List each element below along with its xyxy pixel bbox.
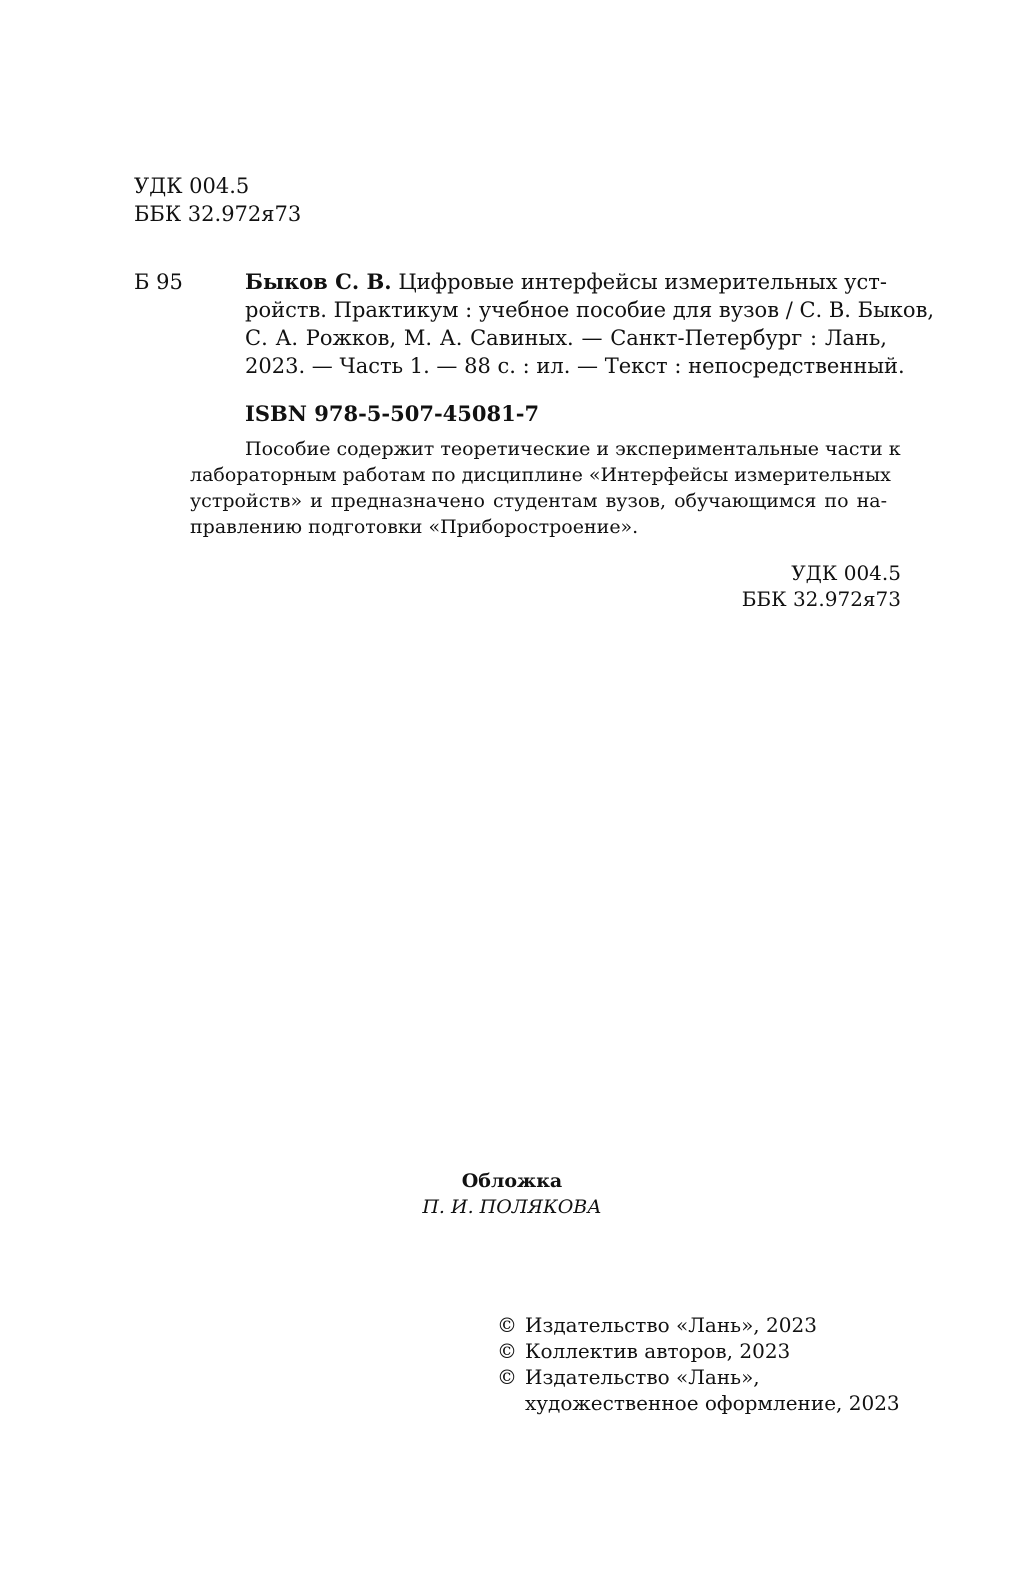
cover-label: Обложка <box>461 1170 563 1192</box>
copyright-icon: © <box>497 1313 517 1337</box>
isbn: ISBN 978-5-507-45081-7 <box>245 401 540 426</box>
bbk-code: ББК 32.972я73 <box>134 202 302 226</box>
classification-bottom <box>742 560 901 612</box>
author-sign: Б 95 <box>134 270 183 294</box>
annotation-line: устройств» и предназначено студентам вузов, обучающимся по на- <box>190 490 887 512</box>
biblio-line-1 <box>245 268 887 296</box>
biblio-title: Цифровые интерфейсы измерительных уст- <box>398 270 887 294</box>
cover-artist: П. И. ПОЛЯКОВА <box>422 1196 602 1218</box>
copyright-block <box>497 1312 900 1416</box>
copyright-line <box>497 1338 900 1364</box>
udk-code: УДК 004.5 <box>791 561 901 585</box>
copyright-text: Издательство «Лань», <box>525 1365 760 1389</box>
biblio-line-3: С. А. Рожков, М. А. Савиных. — Санкт-Петербург : Лань, <box>245 326 887 350</box>
annotation-line: лабораторным работам по дисциплине «Интерфейсы измерительных <box>190 464 891 486</box>
copyright-text: Издательство «Лань», 2023 <box>525 1313 817 1337</box>
copyright-text: Коллектив авторов, 2023 <box>525 1339 791 1363</box>
copyright-icon: © <box>497 1365 517 1389</box>
bbk-code: ББК 32.972я73 <box>741 587 901 611</box>
udk-code: УДК 004.5 <box>134 174 250 198</box>
copyright-line <box>497 1312 900 1338</box>
classification-top <box>134 172 301 228</box>
copyright-line <box>497 1364 900 1390</box>
biblio-line-4: 2023. — Часть 1. — 88 с. : ил. — Текст : непосредственный. <box>245 354 905 378</box>
bibliographic-record <box>245 268 935 380</box>
copyright-icon: © <box>497 1339 517 1363</box>
annotation <box>190 436 901 540</box>
biblio-author: Быков С. В. <box>245 269 392 294</box>
biblio-line-2: ройств. Практикум : учебное пособие для вузов / С. В. Быков, <box>245 298 935 322</box>
cover-credit <box>0 1168 1024 1220</box>
annotation-line: правлению подготовки «Приборостроение». <box>190 516 639 538</box>
annotation-line: Пособие содержит теоретические и экспериментальные части к <box>245 438 901 460</box>
copyright-continuation: художественное оформление, 2023 <box>525 1391 900 1415</box>
